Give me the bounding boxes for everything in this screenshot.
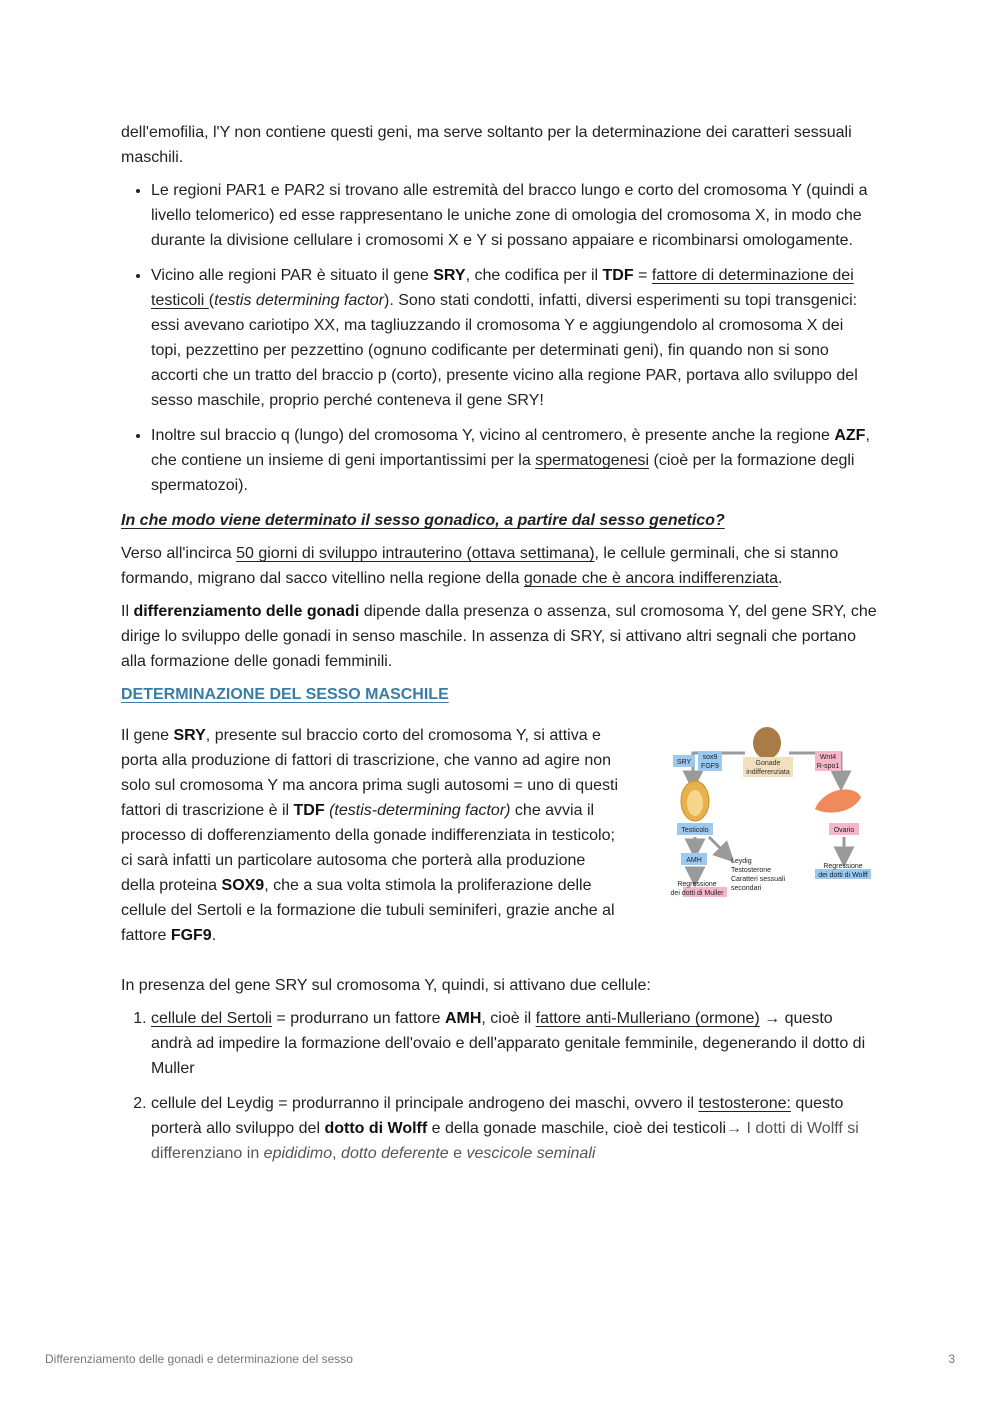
regression-muller-label-2: dei dotti di Muller	[670, 890, 724, 897]
paragraph: Il gene SRY, presente sul braccio corto del cromosoma Y, si attiva e porta alla produzione di fattori di trascrizione, che vanno ad agire non solo sul cromosoma Y ma ancora prima sugli autosomi = uno di questi fattori di trascrizione è il TDF (testis-determining factor) che avvia il processo di dofferenziamento della gonade indifferenziata in testicolo; ci sarà infatti un particolare autosoma che porterà alla produzione della proteina SOX9, che a sua volta stimola la proliferazione delle cellule del Sertoli e la formazione die tubuli seminiferi, grazie anche al fattore FGF9.	[121, 727, 618, 944]
secondary-characters-label: Caratteri sessuali	[731, 876, 786, 883]
gonade-label: Gonade	[755, 760, 781, 767]
paragraph: Verso all'incirca 50 giorni di sviluppo intrauterino (ottava settimana), le cellule germinali, che si stanno formando, migrano dal sacco vitellino nella regione della gonade che è ancora indifferenziata.	[121, 545, 839, 587]
intro-paragraph: dell'emofilia, l'Y non contiene questi geni, ma serve soltanto per la determinazione dei caratteri sessuali maschili.	[121, 124, 852, 166]
gonad-shape	[753, 727, 781, 759]
list-item: 1. cellule del Sertoli = produrrano un fattore AMH, cioè il fattore anti-Mulleriano (ormone) → questo andrà ad impedire la formazione dell'ovaio e dell'apparato genitale femminile, degenerando il dotto di Muller	[151, 1006, 877, 1081]
question-heading: In che modo viene determinato il sesso gonadico, a partire dal sesso genetico?	[121, 512, 725, 529]
section-heading: DETERMINAZIONE DEL SESSO MASCHILE	[121, 686, 449, 703]
testis-inner-shape	[687, 790, 703, 816]
regression-muller-label: Regressione	[677, 881, 717, 888]
list-item: 2. cellule del Leydig = produrranno il principale androgeno dei maschi, ovvero il testosterone: questo porterà allo sviluppo del dotto di Wolff e della gonade maschile, cioè dei testicoli→ I dotti di Wolff si differenziano in epididimo, dotto deferente e vescicole seminali	[151, 1091, 877, 1166]
par-regions-list	[121, 178, 877, 498]
document-body	[121, 120, 877, 1176]
wnt4-label: Wnt4	[819, 754, 837, 761]
ovary-shape	[815, 789, 861, 812]
list-item: • Vicino alle regioni PAR è situato il gene SRY, che codifica per il TDF = fattore di determinazione dei testicoli (testis determining factor). Sono stati condotti, infatti, diversi esperimenti su topi transgenici: essi avevano cariotipo XX, ma tagliuzzando il cromosoma Y e aggiungendolo al cromosoma X dei topi, pezzettino per pezzettino (ognuno codificante per determinati geni), fin quando non si sono accorti che un tratto del braccio p (corto), presente vicino alla regione PAR, portava allo sviluppo del sesso maschile, proprio perché conteneva il gene SRY!	[151, 263, 877, 413]
sry-label: SRY	[676, 759, 692, 766]
list-item: • Inoltre sul braccio q (lungo) del cromosoma Y, vicino al centromero, è presente anche la regione AZF, che contiene un insieme di geni importantissimi per la spermatogenesi (cioè per la formazione degli spermatozoi).	[151, 423, 877, 498]
ovario-label: Ovario	[833, 827, 855, 834]
footer-title: Differenziamento delle gonadi e determinazione del sesso	[45, 1352, 353, 1366]
page-number: 3	[948, 1352, 955, 1366]
page-footer	[45, 1352, 955, 1366]
leydig-arrow	[709, 837, 727, 855]
testosterone-label: Testosterone	[731, 867, 772, 874]
paragraph: In presenza del gene SRY sul cromosoma Y, quindi, si attivano due cellule:	[121, 977, 651, 994]
list-item: • Le regioni PAR1 e PAR2 si trovano alle estremità del bracco lungo e corto del cromosoma Y (quindi a livello telomerico) ed esse rappresentano le uniche zone di omologia del cromosoma X, in modo che durante la divisione cellulare i cromosomi X e Y si possano appaiare e ricombinarsi omologamente.	[151, 178, 877, 253]
gonade-label-2: indifferenziata	[746, 769, 790, 776]
sex-determination-diagram	[665, 723, 879, 913]
rspo1-label: R-spo1	[816, 763, 840, 770]
sox9-label: sox9	[702, 754, 718, 761]
figure-section	[121, 723, 877, 973]
tdf-link: fattore di determinazione dei testicoli	[151, 267, 854, 309]
secondary-characters-label-2: secondari	[731, 885, 762, 892]
paragraph: Il differenziamento delle gonadi dipende dalla presenza o assenza, sul cromosoma Y, del gene SRY, che dirige lo sviluppo delle gonadi in senso maschile. In assenza di SRY, si attivano altri segnali che portano alla formazione delle gonadi femminili.	[121, 603, 877, 670]
cells-list	[121, 1006, 877, 1166]
regression-wolff-label: Regressione	[823, 863, 863, 870]
leydig-label: Leydig	[731, 858, 752, 865]
fgf9-label: FGF9	[701, 763, 719, 770]
testicolo-label: Testicolo	[681, 827, 709, 834]
amh-label: AMH	[686, 857, 702, 864]
regression-wolff-label-2: dei dotti di Wolff	[818, 872, 868, 879]
